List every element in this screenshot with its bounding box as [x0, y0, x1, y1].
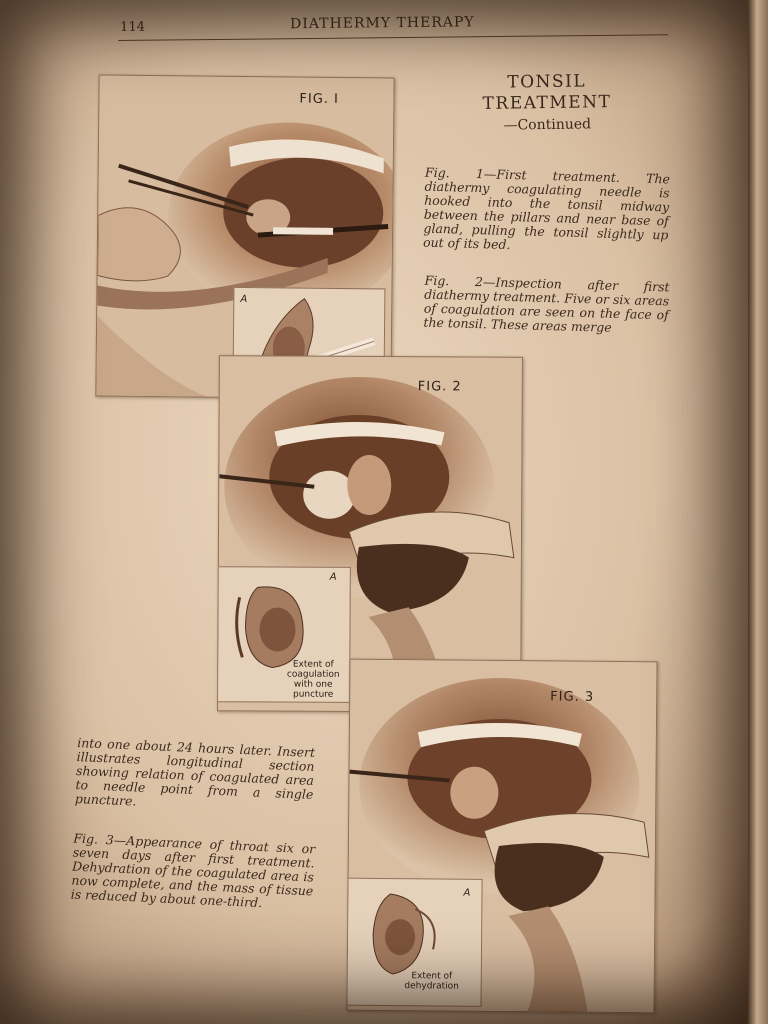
- figure-3-inset-note: Extent of dehydration: [404, 971, 459, 992]
- book-spine: [748, 0, 768, 1024]
- section-title: [452, 71, 643, 137]
- figure-2-inset: [217, 566, 351, 703]
- figure-3-label: FIG. 3: [550, 689, 595, 705]
- figure-3-inset: [346, 878, 482, 1007]
- running-head: [118, 8, 668, 41]
- figure-1-illustration: [95, 74, 394, 399]
- section-continued: —Continued: [503, 116, 592, 134]
- figure-1-inset-letter: A: [240, 293, 248, 306]
- figure-2-inset-note: Extent of coagulation with one puncture: [286, 659, 340, 700]
- caption-fig3: Fig. 3—Appearance of throat six or seven days after first treatment. Dehydration of the coagulated area is now complete, and the mass of tissue is reduced by about one-third.: [70, 830, 316, 910]
- book-title: DIATHERMY THERAPY: [290, 14, 475, 33]
- caption-fig2-start: Fig. 2—Inspection after first diathermy treatment. Five or six areas of coagulation are seen on the face of the tonsil. These areas merge: [423, 272, 670, 335]
- figure-1-label: FIG. I: [299, 91, 340, 107]
- figure-2-inset-letter: A: [329, 571, 337, 583]
- caption-fig2-end: into one about 24 hours later. Insert illustrates longitudinal section showing relation of coagulated area to needle point from a single puncture.: [74, 734, 316, 809]
- figure-3-inset-letter: A: [463, 887, 471, 899]
- caption-fig1: Fig. 1—First treatment. The diathermy coagulating needle is hooked into the tonsil midway between the pillars and near base of gland, pulling the tonsil slightly up out of its bed.: [422, 164, 671, 252]
- section-title-text: TONSIL TREATMENT: [482, 71, 612, 114]
- figure-3-illustration: [346, 659, 657, 1014]
- figure-2-label: FIG. 2: [417, 379, 462, 395]
- page-number: 114: [120, 19, 146, 35]
